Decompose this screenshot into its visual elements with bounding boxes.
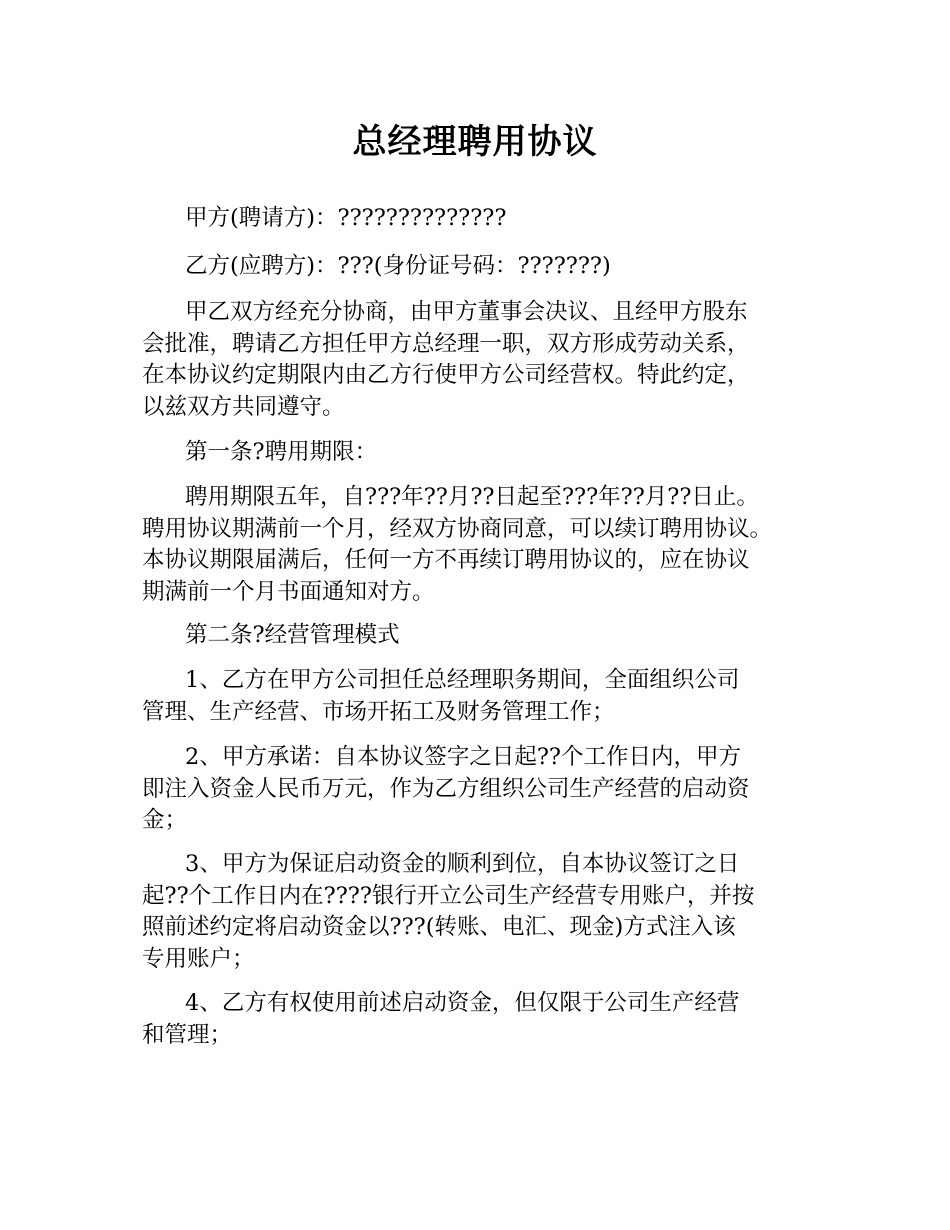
paragraph-line: 第二条?经营管理模式 [185,622,400,648]
paragraph-line: 甲方(聘请方)：?????????????? [185,205,507,231]
paragraph-line: 本协议期限届满后，任何一方不再续订聘用协议的，应在协议 [142,547,750,573]
paragraph-line: 金； [142,807,188,833]
document-title: 总经理聘用协议 [352,122,598,162]
paragraph-line: 以兹双方共同遵守。 [142,393,345,420]
paragraph-line: 即注入资金人民币万元，作为乙方组织公司生产经营的启动资 [142,775,750,802]
paragraph-line: 会批准，聘请乙方担任甲方总经理一职，双方形成劳动关系， [142,330,750,357]
paragraph-line: 和管理； [142,1021,233,1048]
paragraph-line: 在本协议约定期限内由乙方行使甲方公司经营权。特此约定， [142,362,750,388]
paragraph-line: 期满前一个月书面通知对方。 [142,578,435,605]
paragraph-line: 起??个工作日内在????银行开立公司生产经营专用账户，并按 [142,882,755,909]
paragraph-line: 聘用协议期满前一个月，经双方协商同意，可以续订聘用协议。 [142,515,773,542]
party-a-paragraph [142,203,506,235]
paragraph-line: 专用账户； [142,945,255,972]
paragraph-line: 聘用期限五年，自???年??月??日起至???年??月??日止。 [185,484,759,510]
clause-3-paragraph [142,849,754,975]
article-1-heading [142,437,377,469]
article-2-heading [142,620,400,652]
paragraph-line: 甲乙双方经充分协商，由甲方董事会决议、且经甲方股东 [185,299,748,325]
clause-1-paragraph [142,665,739,728]
party-b-paragraph [142,251,611,283]
paragraph-line: 第一条?聘用期限： [185,439,378,465]
clause-2-paragraph [142,742,750,837]
paragraph-line: 4、乙方有权使用前述启动资金，但仅限于公司生产经营 [185,990,740,1016]
paragraph-line: 2、甲方承诺：自本协议签字之日起??个工作日内，甲方 [185,744,741,770]
paragraph-line: 1、乙方在甲方公司担任总经理职务期间，全面组织公司 [185,667,740,693]
preamble-paragraph [142,297,750,423]
paragraph-line: 乙方(应聘方)：???(身份证号码：???????) [185,253,611,279]
paragraph-line: 照前述约定将启动资金以???(转账、电汇、现金)方式注入该 [142,914,736,940]
clause-4-paragraph [142,988,739,1051]
paragraph-line: 管理、生产经营、市场开拓工及财务管理工作； [142,698,615,725]
paragraph-line: 3、甲方为保证启动资金的顺利到位，自本协议签订之日 [185,851,740,877]
article-1-body [142,482,772,608]
